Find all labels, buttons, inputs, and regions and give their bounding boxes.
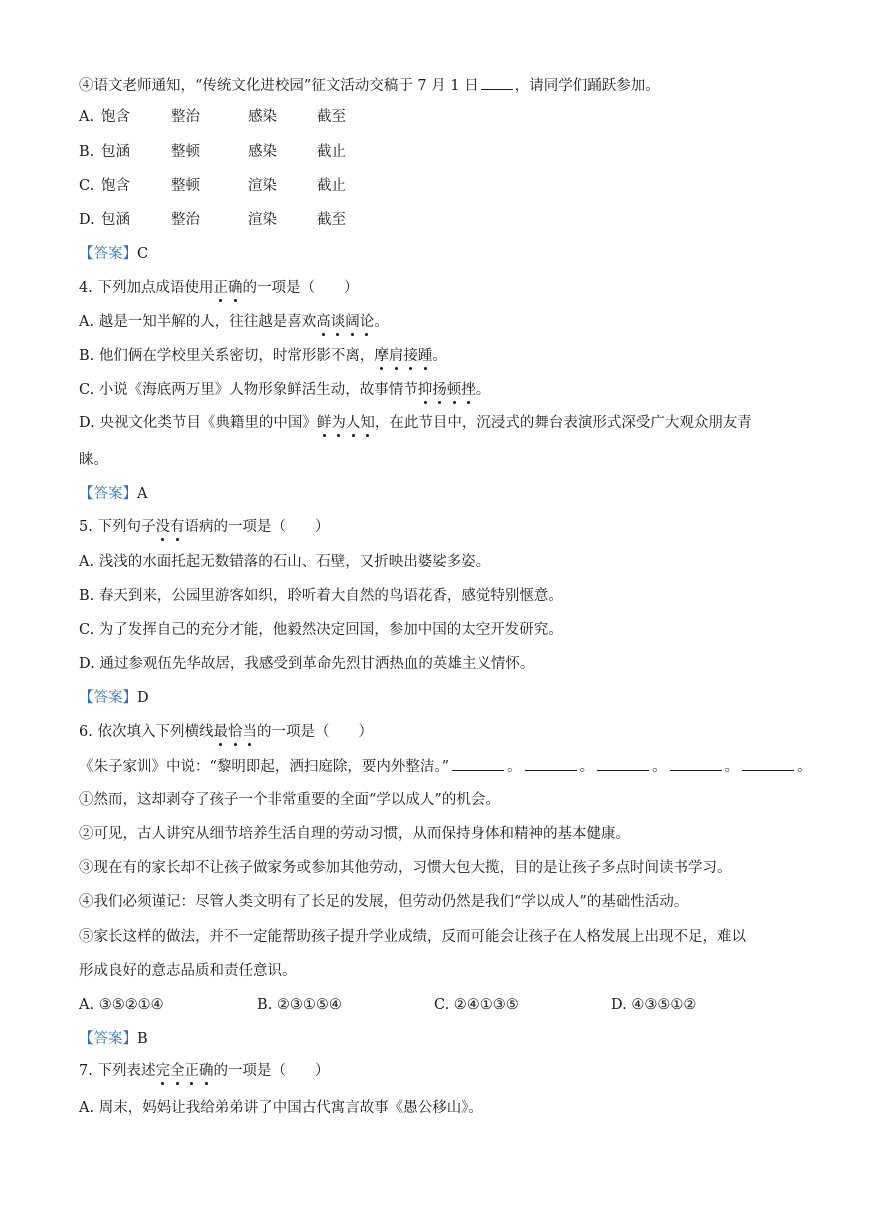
q5-option-b: B. 春天到来，公园里游客如织，聆听着大自然的鸟语花香，感觉特别惬意。 [79,588,563,604]
q5-stem: 5. 下列句子没有语病的一项是（ ） [79,519,330,535]
q3-item4: ④语文老师通知，“传统文化进校园”征文活动交稿于 7 月 1 日 ，请同学们踊跃参加。 [79,75,660,96]
q5-option-a: A. 浅浅的水面托起无数错落的石山、石壁，又折映出婆娑多姿。 [79,554,491,570]
emphasis-char: 顿 [446,382,462,398]
emphasis-dots [316,314,374,330]
option-a: A. ③⑤②①④ [79,997,164,1013]
q5-option-c: C. 为了发挥自己的充分才能，他毅然决定回国，参加中国的太空开发研究。 [79,622,563,638]
q4-option-c: C. 小说《海底两万里》人物形象鲜活生动，故事情节抑扬顿挫。 [79,382,491,398]
option-label: B. [79,144,95,160]
q6-sentence-3: ③现在有的家长却不让孩子做家务或参加其他劳动，习惯大包大揽，目的是让孩子多点时间读书学习。 [79,860,732,876]
option-b: B. ②③①⑤④ [257,997,342,1013]
q6-sentence-1: ①然而，这却剥夺了孩子一个非常重要的全面“学以成人”的机会。 [79,792,500,808]
q4-option-d: D. 央视文化类节目《典籍里的中国》鲜为人知，在此节目中，沉浸式的舞台表演形式深受广大观众朋友青 [79,415,752,431]
emphasis-char: 鲜 [316,415,332,431]
option-c: C. ②④①③⑤ [434,997,519,1013]
q4-answer [79,484,147,504]
option-word: 渲染 [248,178,277,194]
emphasis-dots [317,415,375,431]
emphasis-char: 肩 [388,348,404,364]
emphasis-char: 接 [403,348,418,364]
emphasis-char: 摩 [374,348,389,364]
q4-option-b: B. 他们俩在学校里关系密切，时常形影不离，摩肩接踵。 [79,348,447,364]
emphasis-char: 正 [184,1063,199,1079]
answer-value: D [137,690,149,706]
q4-option-a: A. 越是一知半解的人，往往越是喜欢高谈阔论。 [79,314,389,330]
emphasis-char: 论 [359,314,375,330]
q4-option-d-cont: 睐。 [79,452,108,468]
emphasis-char: 恰 [227,724,243,740]
option-word: 感染 [248,144,277,160]
emphasis-char: 挫 [461,382,476,398]
q7-option-a: A. 周末，妈妈让我给弟弟讲了中国古代寓言故事《愚公移山》。 [79,1100,483,1116]
emphasis-char: 确 [198,1063,214,1079]
q6-answer [79,1029,148,1049]
emphasis-dots [155,1063,213,1079]
option-word: 整顿 [171,144,200,160]
answer-tag: 【答案】 [79,486,137,502]
emphasis-char: 有 [169,519,185,535]
q6-sentence-5-cont: 形成良好的意志品质和责任意识。 [79,963,297,979]
q6-sentence-4: ④我们必须谨记：尽管人类文明有了长足的发展，但劳动仍然是我们“学以成人”的基础性活动。 [79,894,689,910]
emphasis-dots [155,519,184,535]
option-label: C. [79,178,95,194]
option-word: 饱含 [101,178,130,194]
q3-answer [79,244,148,264]
emphasis-char: 谈 [330,314,346,330]
option-d: D. ④③⑤①② [611,997,697,1013]
option-word: 渲染 [248,212,277,228]
q5-option-d: D. 通过参观伍先华故居，我感受到革命先烈甘洒热血的英雄主义情怀。 [79,656,535,672]
emphasis-dots [374,348,432,364]
emphasis-char: 没 [155,519,170,535]
emphasis-char: 知 [360,415,375,431]
answer-value: B [137,1031,148,1047]
q6-sentence-2: ②可见，古人讲究从细节培养生活自理的劳动习惯，从而保持身体和精神的基本健康。 [79,826,630,842]
option-label: A. [79,109,95,125]
fill-blank [452,756,504,771]
option-word: 感染 [248,109,277,125]
emphasis-char: 阔 [345,314,360,330]
emphasis-char: 人 [345,415,361,431]
answer-value: C [137,246,149,262]
option-word: 包涵 [101,212,130,228]
fill-blank [742,756,794,771]
answer-tag: 【答案】 [79,246,137,262]
q7-stem: 7. 下列表述完全正确的一项是（ ） [79,1063,330,1079]
fill-blank [481,75,513,90]
emphasis-char: 踵 [417,348,433,364]
fill-blank [597,756,649,771]
option-word: 截止 [317,178,346,194]
answer-tag: 【答案】 [79,1031,137,1047]
emphasis-dots [213,280,242,296]
fill-blank [670,756,722,771]
q5-answer [79,688,149,708]
answer-tag: 【答案】 [79,690,137,706]
option-word: 截至 [317,109,346,125]
emphasis-dots [213,724,257,740]
emphasis-dots [418,382,476,398]
option-word: 截至 [317,212,346,228]
option-word: 整治 [171,109,200,125]
option-word: 饱含 [101,109,130,125]
option-word: 整治 [171,212,200,228]
option-word: 包涵 [101,144,130,160]
q4-stem: 4. 下列加点成语使用正确的一项是（ ） [79,280,359,296]
emphasis-char: 完 [155,1063,170,1079]
emphasis-char: 为 [331,415,346,431]
q6-quote: 《朱子家训》中说：“黎明即起，洒扫庭除，要内外整洁。” 。 。 。 。 。 [79,756,812,777]
q6-stem: 6. 依次填入下列横线最恰当的一项是（ ） [79,724,373,740]
emphasis-char: 最 [213,724,228,740]
option-word: 整顿 [171,178,200,194]
answer-value: A [137,486,148,502]
emphasis-char: 确 [227,280,243,296]
emphasis-char: 高 [316,314,331,330]
emphasis-char: 抑 [417,382,433,398]
emphasis-char: 扬 [432,382,447,398]
fill-blank [525,756,577,771]
emphasis-char: 当 [242,724,257,740]
option-word: 截止 [317,144,346,160]
q6-sentence-5: ⑤家长这样的做法，并不一定能帮助孩子提升学业成绩，反而可能会让孩子在人格发展上出现不足，难以 [79,929,746,945]
emphasis-char: 全 [169,1063,185,1079]
emphasis-char: 正 [213,280,228,296]
option-label: D. [79,212,95,228]
